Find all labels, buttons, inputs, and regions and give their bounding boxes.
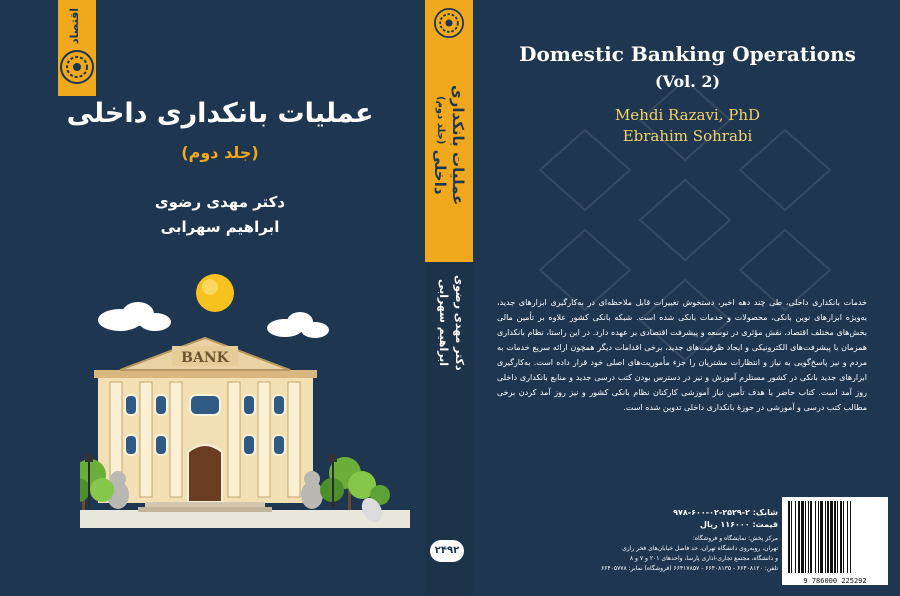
price: قیمت: ۱۱۶۰۰۰ ریال [700,520,778,529]
spine-author-2: ابراهیم سهرابی [437,279,450,367]
barcode-number: 9 786000 225292 [782,577,888,585]
spine-title-text: عملیات بانکداری داخلی [431,84,467,206]
spine-authors [431,268,467,378]
category-tab-label: اقتصاد [68,7,81,44]
volume-label-fa: (جلد دوم) [181,143,259,162]
author-2-fa: ابراهیم سهرابی [160,218,280,236]
volume-label-en: (Vol. 2) [654,72,721,91]
bank-illustration [80,270,410,530]
publisher-info-4: تلفن: ۶۶۴۰۸۱۲۰ - ۶۶۴۰۸۱۳۵ - ۶۶۴۱۷۸۵۷ (فروشگاه) نمابر: ۶۶۴۰۵۷۷۸ [600,565,778,572]
spine-volume: (جلد دوم) [435,95,446,145]
publisher-info-1: مرکز پخش: نمایشگاه و فروشگاه: [692,535,778,542]
front-cover [0,0,425,596]
spine-title [431,60,467,230]
author-1-en: Mehdi Razavi, PhD [614,106,761,124]
author-1-fa: دکتر مهدی رضوی [154,193,286,211]
book-title-fa: عملیات بانکداری داخلی [66,98,374,129]
book-spine [425,0,473,596]
isbn: شابک: ۲-۲۵۲۹-۰۲-۶۰۰-۹۷۸ [673,508,778,517]
barcode-icon [782,497,888,577]
author-2-en: Ebrahim Sohrabi [622,127,753,145]
spine-author-1: دکتر مهدی رضوی [453,275,466,371]
publisher-logo-icon [60,50,94,84]
publisher-logo-icon [434,8,464,38]
publisher-info-3: و دانشگاه، مجتمع تجاری-اداری پارسا، واحدهای ۲۰۱ و ۷ و ۸ [629,555,778,562]
back-blurb: خدمات بانکداری داخلی، طی چند دهه اخیر، دستخوش تغییرات قابل ملاحظه‌ای در به‌کارگیری ابزارهای جدید، به‌ویژه ابزارهای نوین بانکی، محصولات و خدمات بانکی شده است. شبکه بانکی کشور علاوه بر تأمین مالی بخش‌های مختلف اقتصاد، نقش مؤثری در توسعه و پیشرفت اقتصادی بر عهده دارد. در این راستا، نظام بانکداری همزمان با پیشرفت‌های الکترونیکی و ایجاد ظرفیت‌های جدید، برخی اقدامات دیگر همچون ارائه سریع خدمات به مردم و نیز پاسخ‌گویی به نیاز و انتظارات مشتریان را جزء مأموریت‌های اصلی خود قرار داده است. به‌کارگیری ابزارهای جدید بانکی در کشور مستلزم آموزش و نیز در دسترس بودن کتب درسی جدید و منابع بانکداری داخلی روز آمد است. کتاب حاضر با هدف تأمین نیاز آموزشی کارکنان نظام بانکی کشور و نیز روز آمد کردن برخی مطالب کتب درسی و آموزشی در حوزهٔ بانکداری داخلی تدوین شده است. [497,298,867,412]
spine-number-badge: ۲۴۹۲ [430,540,464,562]
book-title-en: Domestic Banking Operations [519,42,856,66]
bank-sign: BANK [181,350,229,366]
publisher-info-2: تهران، روبه‌روی دانشگاه تهران، حد فاصل خیابان‌های فخر رازی [622,545,778,552]
